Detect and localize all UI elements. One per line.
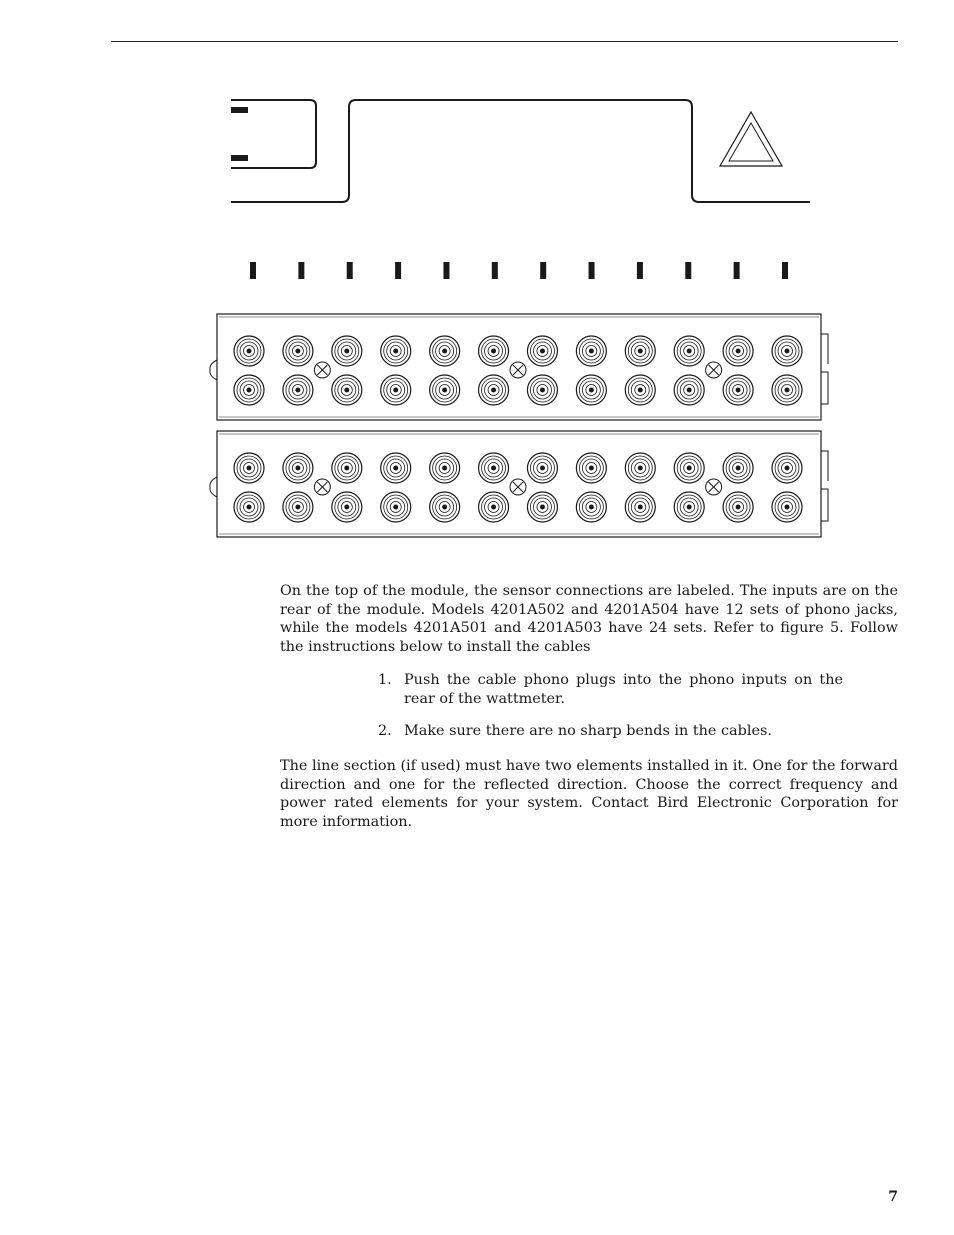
panel-latch-right [821, 451, 828, 521]
jack-pin [344, 466, 349, 471]
module-top-outline [231, 100, 810, 202]
phono-jack [430, 336, 460, 366]
sensor-label-tick [734, 262, 740, 279]
phono-jack [234, 453, 264, 483]
jack-pin [736, 466, 741, 471]
sensor-label-tick [250, 262, 256, 279]
jack-pin [638, 466, 643, 471]
panel-screw-icon [706, 362, 722, 378]
jack-pin [491, 466, 496, 471]
phono-jack [283, 453, 313, 483]
sensor-label-tick [492, 262, 498, 279]
line-section-paragraph: The line section (if used) must have two elements installed in it. One for the forward direction and one for the reflected direction. Choose the correct frequency and power rated elements for your system. Contact Bird Electronic Corporation for more information. [280, 758, 898, 830]
phono-jack [625, 336, 655, 366]
jack-pin [442, 505, 447, 510]
panel-screw-icon [510, 362, 526, 378]
jack-panel [210, 431, 828, 537]
jack-pin [687, 388, 692, 393]
phono-jack [234, 375, 264, 405]
jack-pin [540, 349, 545, 354]
jack-pin [785, 466, 790, 471]
phono-jack [332, 375, 362, 405]
phono-jack [527, 453, 557, 483]
sensor-label-tick [637, 262, 643, 279]
jack-pin [442, 388, 447, 393]
phono-jack [625, 492, 655, 522]
phono-jack [430, 453, 460, 483]
phono-jack [772, 336, 802, 366]
install-steps [378, 671, 843, 755]
jack-pin [393, 388, 398, 393]
jack-pin [491, 388, 496, 393]
panel-latch-left [210, 360, 217, 380]
jack-pin [295, 349, 300, 354]
jack-pin [442, 466, 447, 471]
phono-jack [674, 375, 704, 405]
jack-pin [736, 349, 741, 354]
sensor-label-tick [540, 262, 546, 279]
phono-jack [234, 492, 264, 522]
phono-jack [332, 453, 362, 483]
indicator-bar [231, 107, 248, 113]
jack-pin [295, 505, 300, 510]
step-number: 1. [378, 672, 392, 688]
phono-jack [576, 375, 606, 405]
sensor-label-tick [347, 262, 353, 279]
jack-pin [638, 388, 643, 393]
phono-jack [674, 453, 704, 483]
jack-pin [344, 349, 349, 354]
jack-pin [589, 349, 594, 354]
jack-pin [638, 349, 643, 354]
phono-jack [234, 336, 264, 366]
phono-jack [772, 492, 802, 522]
sensor-label-tick [782, 262, 788, 279]
phono-jack [332, 336, 362, 366]
jack-pin [393, 505, 398, 510]
phono-jack [479, 375, 509, 405]
jack-pin [247, 388, 252, 393]
phono-jack [625, 375, 655, 405]
jack-pin [393, 466, 398, 471]
module-top-edge [231, 100, 810, 202]
phono-jack [479, 336, 509, 366]
warning-triangle-icon [720, 112, 782, 166]
phono-jack [283, 375, 313, 405]
jack-pin [736, 388, 741, 393]
jack-pin [491, 505, 496, 510]
module-diagram [200, 88, 840, 548]
jack-pin [247, 466, 252, 471]
phono-jack [479, 492, 509, 522]
panel-latch-right [821, 334, 828, 404]
step-item [378, 671, 843, 708]
phono-jack [527, 336, 557, 366]
jack-pin [344, 388, 349, 393]
jack-pin [344, 505, 349, 510]
intro-paragraph: On the top of the module, the sensor connections are labeled. The inputs are on the rear of the module. Models 4201A502 and 4201A504 have 12 sets of phono jacks, while the models 4201A501 and 4201A503 have 24 sets. Refer to figure 5. Follow the instructions below to install the cables [280, 583, 898, 655]
jack-pin [589, 466, 594, 471]
panel-screw-icon [706, 479, 722, 495]
phono-jack [674, 336, 704, 366]
phono-jack [527, 492, 557, 522]
sensor-label-tick [298, 262, 304, 279]
phono-jack [772, 375, 802, 405]
jack-pin [785, 505, 790, 510]
phono-jack [283, 336, 313, 366]
jack-pin [540, 388, 545, 393]
sensor-label-tick [443, 262, 449, 279]
step-text: Make sure there are no sharp bends in the cables. [404, 723, 772, 740]
phono-jack [772, 453, 802, 483]
phono-jack [576, 453, 606, 483]
indicator-bar [231, 155, 248, 161]
phono-jack [381, 375, 411, 405]
jack-pin [393, 349, 398, 354]
phono-jack [674, 492, 704, 522]
jack-pin [785, 388, 790, 393]
header-rule [111, 41, 898, 42]
sensor-label-ticks [250, 262, 788, 279]
phono-jack-panels [210, 314, 828, 537]
jack-pin [785, 349, 790, 354]
module-rear-panel-figure [200, 88, 840, 548]
jack-pin [736, 505, 741, 510]
phono-jack [723, 336, 753, 366]
sensor-label-tick [685, 262, 691, 279]
panel-latch-left [210, 477, 217, 497]
phono-jack [430, 492, 460, 522]
jack-pin [540, 466, 545, 471]
phono-jack [527, 375, 557, 405]
phono-jack [723, 492, 753, 522]
jack-pin [687, 349, 692, 354]
phono-jack [332, 492, 362, 522]
phono-jack [625, 453, 655, 483]
panel-screw-icon [314, 362, 330, 378]
phono-jack [479, 453, 509, 483]
panel-screw-icon [314, 479, 330, 495]
step-text: Push the cable phono plugs into the phono inputs on the rear of the wattmeter. [404, 672, 843, 707]
jack-pin [442, 349, 447, 354]
page-number: 7 [888, 1189, 898, 1205]
jack-pin [491, 349, 496, 354]
step-item [378, 722, 843, 741]
jack-pin [295, 388, 300, 393]
jack-pin [638, 505, 643, 510]
jack-pin [540, 505, 545, 510]
warning-triangle-inner [729, 123, 773, 161]
phono-jack [381, 492, 411, 522]
phono-jack [430, 375, 460, 405]
jack-pin [589, 505, 594, 510]
phono-jack [723, 375, 753, 405]
phono-jack [381, 336, 411, 366]
sensor-label-tick [589, 262, 595, 279]
jack-panel [210, 314, 828, 420]
jack-pin [295, 466, 300, 471]
jack-pin [247, 349, 252, 354]
jack-pin [687, 505, 692, 510]
phono-jack [723, 453, 753, 483]
phono-jack [381, 453, 411, 483]
phono-jack [283, 492, 313, 522]
step-number: 2. [378, 723, 392, 740]
phono-jack [576, 492, 606, 522]
panel-screw-icon [510, 479, 526, 495]
phono-jack [576, 336, 606, 366]
jack-pin [247, 505, 252, 510]
sensor-label-tick [395, 262, 401, 279]
jack-pin [589, 388, 594, 393]
jack-pin [687, 466, 692, 471]
